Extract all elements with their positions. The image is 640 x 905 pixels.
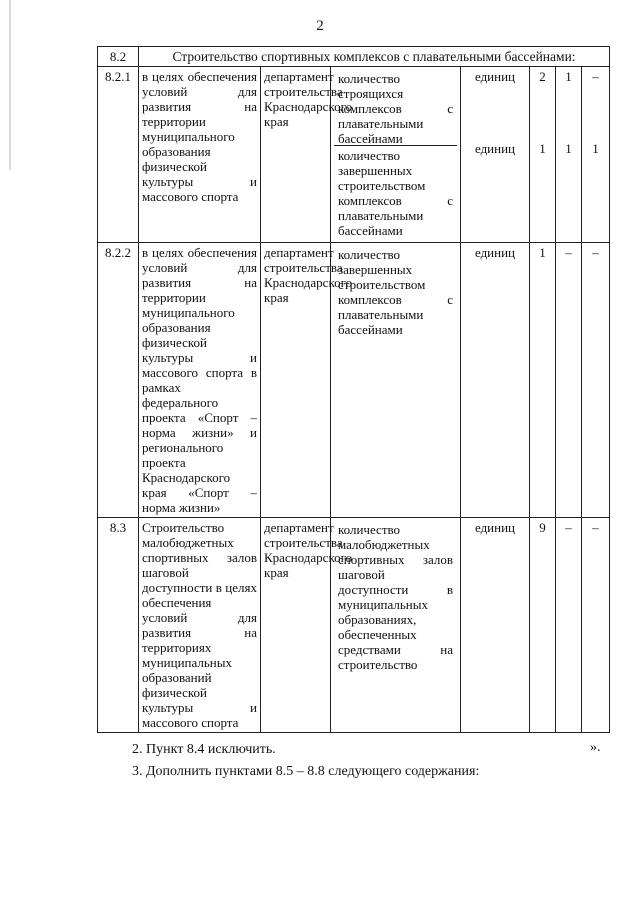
closing-quote: ». (590, 740, 601, 755)
row-number: 8.2.1 (98, 67, 139, 243)
row-values-year3 (582, 67, 610, 243)
row-department: департамент строительства Краснодарского края (261, 67, 331, 243)
indicator-value: – (556, 518, 582, 733)
row-values-year1 (530, 67, 556, 243)
row-purpose: в целях обеспечения условий для развития на территории муниципального образования физической культуры и массового спорта в рамках федерального проекта «Спорт – норма жизни» и регионального проекта Краснодарского края «Спорт – норма жизни» (139, 243, 261, 518)
section-header-row (98, 47, 610, 67)
indicator-unit: единиц (474, 69, 516, 84)
indicator-value: – (556, 243, 582, 518)
indicator-value: – (582, 243, 610, 518)
row-purpose: Строительство малобюджетных спортивных залов шаговой доступности в целях обеспечения условий для развития на территориях муниципальных образований физической культуры и массового спорта (139, 518, 261, 733)
indicator-value: – (592, 69, 599, 84)
indicator-text: количество малобюджетных спортивных залов шаговой доступности в муниципальных образованиях, обеспеченных средствами на строительство (338, 522, 453, 672)
indicator-value: – (582, 518, 610, 733)
paragraph-item-2: 2. Пункт 8.4 исключить. (132, 742, 276, 757)
program-table (97, 46, 610, 733)
section-number: 8.2 (98, 47, 139, 67)
row-purpose: в целях обеспечения условий для развития на территории муниципального образования физической культуры и массового спорта (139, 67, 261, 243)
row-values-year2 (556, 67, 582, 243)
row-indicators (331, 67, 461, 243)
paragraph-item-3: 3. Дополнить пунктами 8.5 – 8.8 следующего содержания: (132, 764, 480, 779)
indicator-text: количество завершенных строительством комплексов с плавательными бассейнами (334, 145, 457, 240)
indicator-value: 1 (565, 141, 572, 156)
indicator-value: 1 (592, 141, 599, 156)
indicator-value: 1 (539, 141, 546, 156)
indicator-unit: единиц (461, 243, 530, 518)
row-units (461, 67, 530, 243)
indicator-value: 1 (530, 243, 556, 518)
row-department: департамент строительства Краснодарского края (261, 518, 331, 733)
row-indicators (331, 243, 461, 518)
row-department: департамент строительства Краснодарского края (261, 243, 331, 518)
indicator-unit: единиц (461, 518, 530, 733)
indicator-value: 1 (565, 69, 572, 84)
row-number: 8.2.2 (98, 243, 139, 518)
table-row (98, 243, 610, 518)
table-row (98, 518, 610, 733)
indicator-text: количество завершенных строительством комплексов с плавательными бассейнами (338, 247, 453, 337)
table-row (98, 67, 610, 243)
row-indicators (331, 518, 461, 733)
indicator-unit: единиц (474, 141, 516, 156)
indicator-text: количество строящихся комплексов с плавательными бассейнами (338, 71, 453, 146)
indicator-value: 2 (539, 69, 546, 84)
indicator-value: 9 (530, 518, 556, 733)
page-number: 2 (316, 18, 324, 34)
row-number: 8.3 (98, 518, 139, 733)
section-title: Строительство спортивных комплексов с плавательными бассейнами: (139, 47, 610, 67)
